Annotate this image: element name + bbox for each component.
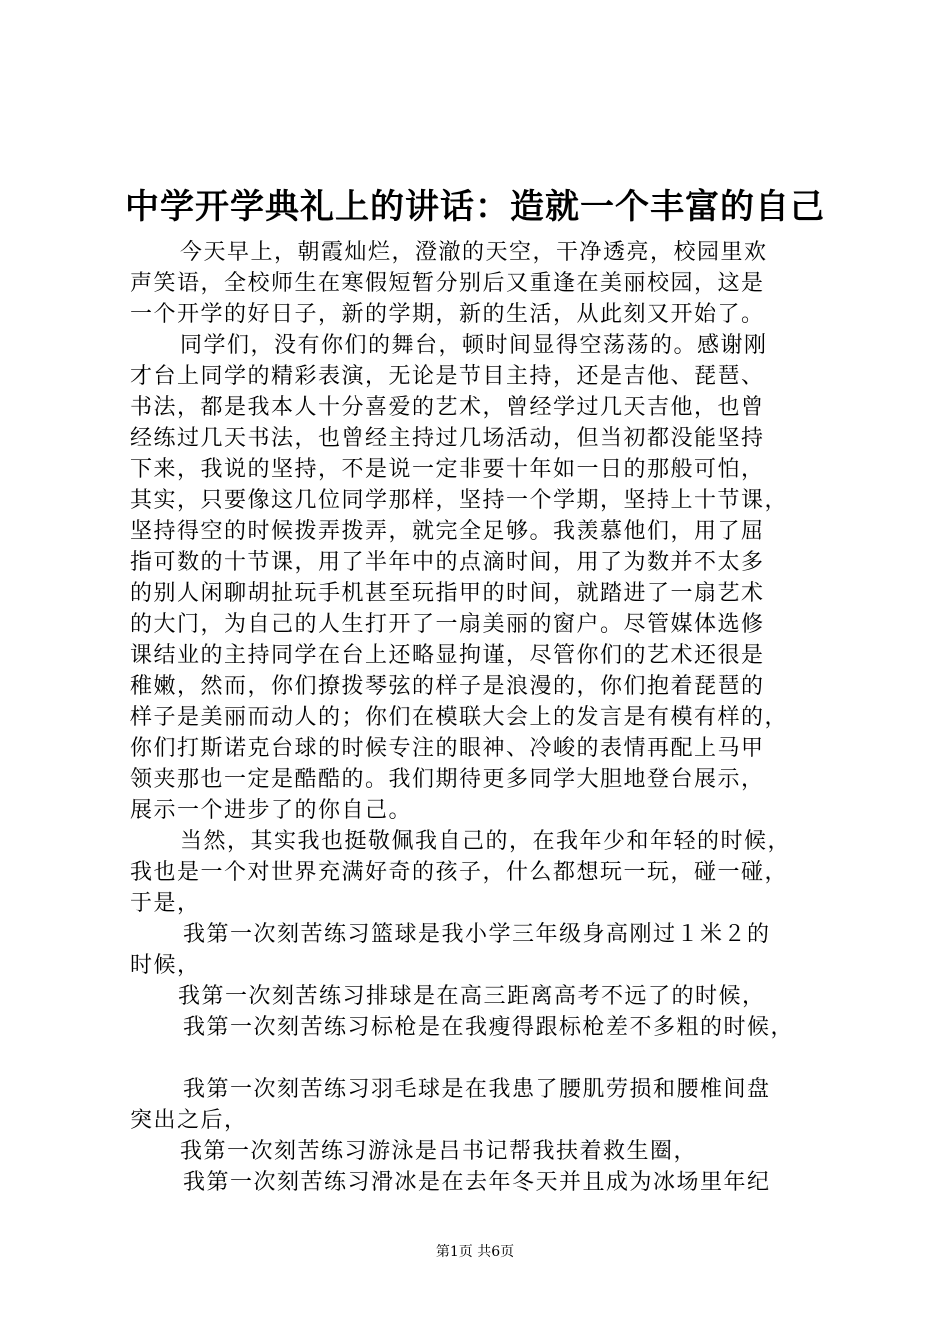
paragraph-line: 其实，只要像这几位同学那样，坚持一个学期，坚持上十节课， [130,488,789,513]
paragraph-line: 我第一次刻苦练习滑冰是在去年冬天并且成为冰场里年纪 [183,1170,771,1195]
paragraph-line: 我第一次刻苦练习排球是在高三距离高考不远了的时候， [178,984,766,1009]
paragraph-line: 下来，我说的坚持，不是说一定非要十年如一日的那般可怕， [130,457,765,482]
paragraph-line: 展示一个进步了的你自己。 [130,798,413,823]
paragraph-line: 我也是一个对世界充满好奇的孩子，什么都想玩一玩，碰一碰， [130,860,789,885]
paragraph-line: 我第一次刻苦练习羽毛球是在我患了腰肌劳损和腰椎间盘 [183,1077,771,1102]
paragraph-line: 书法，都是我本人十分喜爱的艺术，曾经学过几天吉他，也曾 [130,395,765,420]
paragraph-line: 同学们，没有你们的舞台，顿时间显得空荡荡的。感谢刚 [180,333,768,358]
paragraph-line: 突出之后， [130,1108,248,1133]
paragraph-line: 稚嫩，然而，你们撩拨琴弦的样子是浪漫的，你们抱着琵琶的 [130,674,765,699]
paragraph-line: 一个开学的好日子，新的学期，新的生活，从此刻又开始了。 [130,302,765,327]
page-title: 中学开学典礼上的讲话：造就一个丰富的自己 [125,187,825,227]
paragraph-line: 你们打斯诺克台球的时候专注的眼神、冷峻的表情再配上马甲 [130,736,765,761]
paragraph-line: 才台上同学的精彩表演，无论是节目主持，还是吉他、琵琶、 [130,364,765,389]
paragraph-line: 我第一次刻苦练习篮球是我小学三年级身高刚过１米２的 [183,922,771,947]
paragraph-line: 时候， [130,953,201,978]
paragraph-line: 我第一次刻苦练习游泳是吕书记帮我扶着救生圈， [180,1139,698,1164]
paragraph-line: 经练过几天书法，也曾经主持过几场活动，但当初都没能坚持 [130,426,765,451]
paragraph-line: 我第一次刻苦练习标枪是在我瘦得跟标枪差不多粗的时候， [183,1015,795,1040]
paragraph-line: 于是， [130,891,201,916]
paragraph-line: 样子是美丽而动人的；你们在模联大会上的发言是有模有样的， [130,705,789,730]
paragraph-line: 的大门，为自己的人生打开了一扇美丽的窗户。尽管媒体选修 [130,612,765,637]
paragraph-line: 当然，其实我也挺敬佩我自己的，在我年少和年轻的时候， [180,829,792,854]
paragraph-line: 课结业的主持同学在台上还略显拘谨，尽管你们的艺术还很是 [130,643,765,668]
paragraph-line: 的别人闲聊胡扯玩手机甚至玩指甲的时间，就踏进了一扇艺术 [130,581,765,606]
paragraph-line: 领夹那也一定是酷酷的。我们期待更多同学大胆地登台展示， [130,767,765,792]
paragraph-line: 指可数的十节课，用了半年中的点滴时间，用了为数并不太多 [130,550,765,575]
paragraph-line: 今天早上，朝霞灿烂，澄澈的天空，干净透亮，校园里欢 [180,240,768,265]
paragraph-line: 声笑语，全校师生在寒假短暂分别后又重逢在美丽校园，这是 [130,271,765,296]
paragraph-line: 坚持得空的时候拨弄拨弄，就完全足够。我羡慕他们，用了屈 [130,519,765,544]
page-footer: 第1页 共6页 [435,1244,515,1260]
